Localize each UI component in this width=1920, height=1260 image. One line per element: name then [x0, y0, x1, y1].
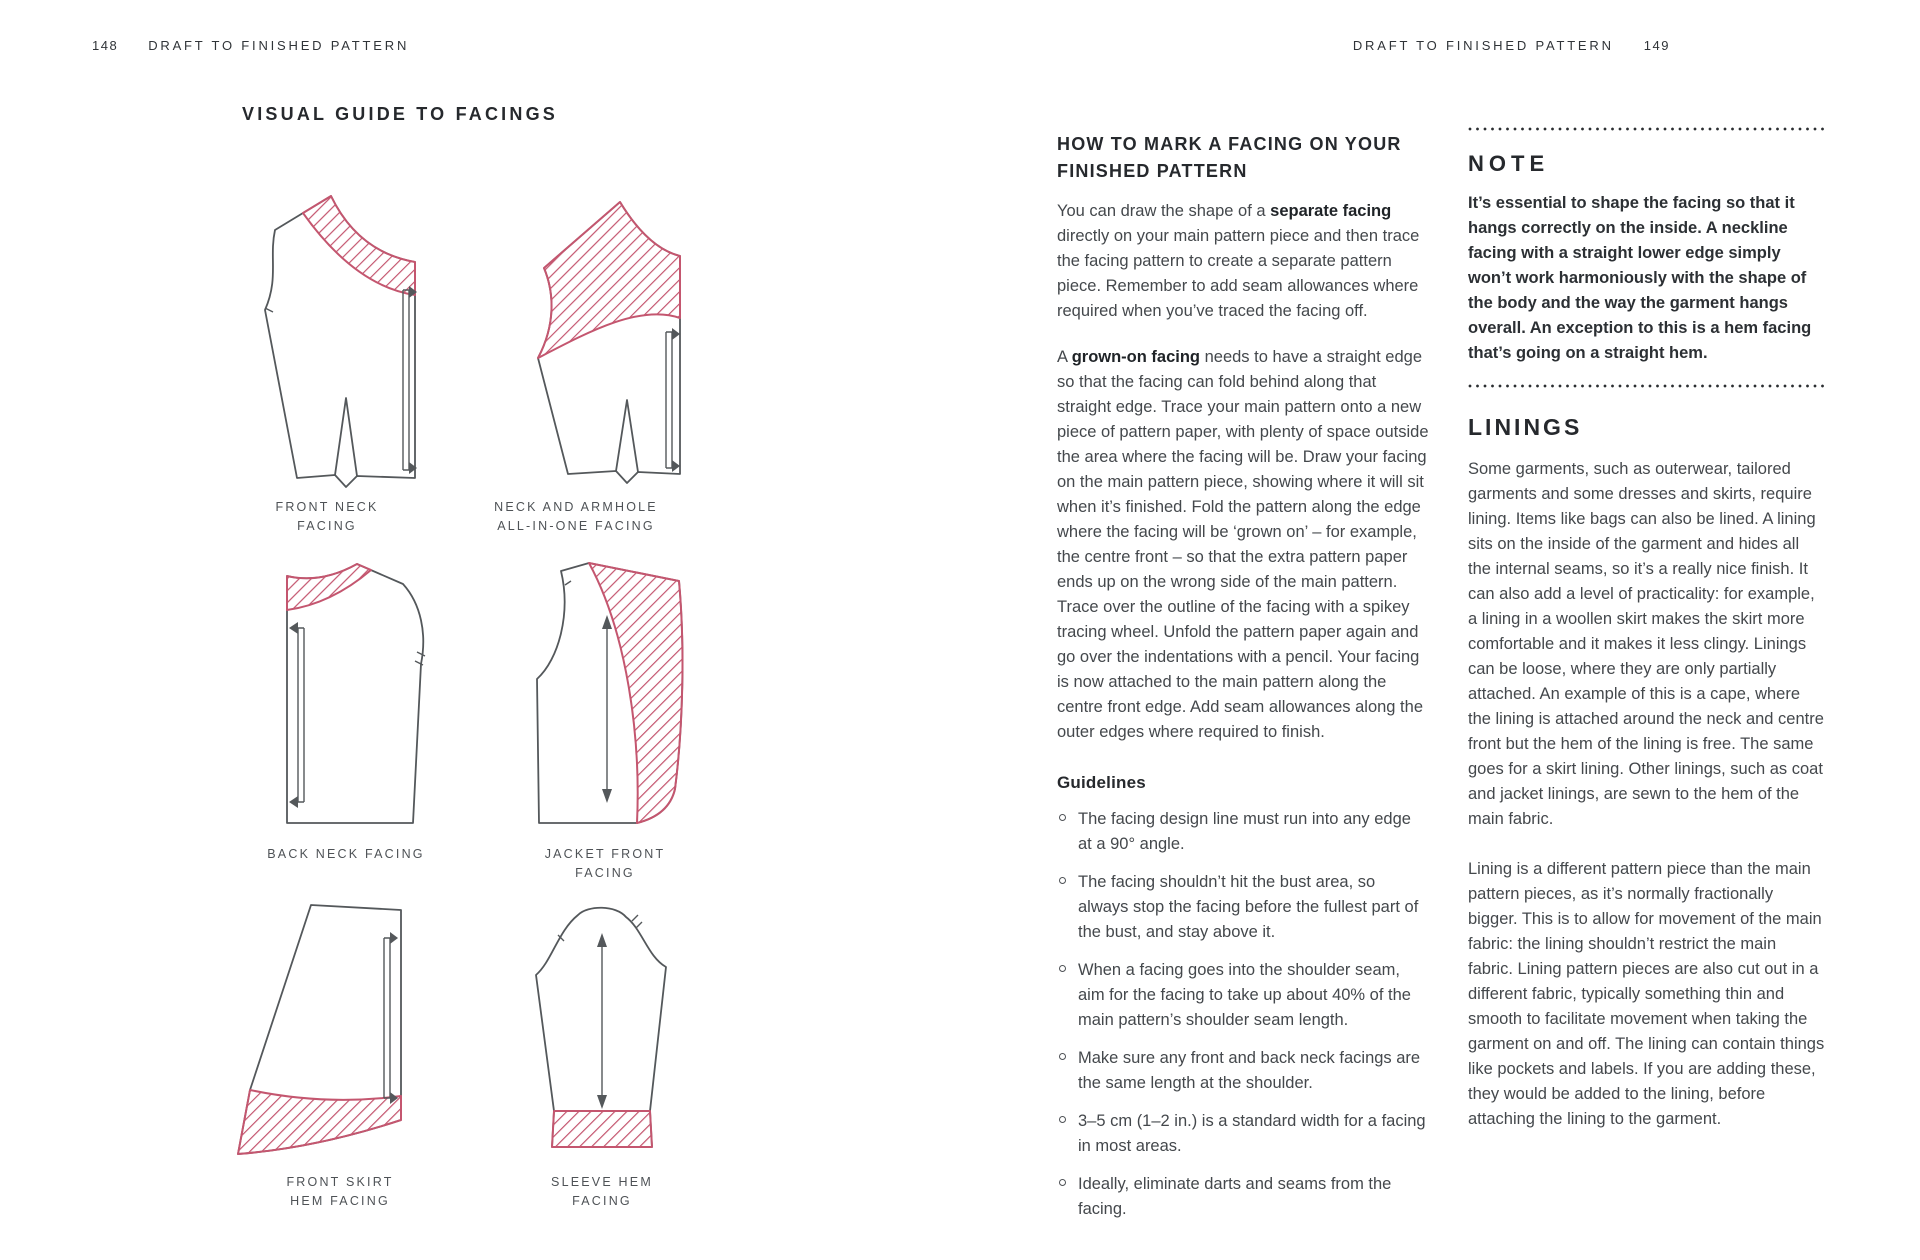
- running-head-left-text: DRAFT TO FINISHED PATTERN: [148, 38, 410, 53]
- grainline-arrow-top: [289, 622, 298, 634]
- grainline-arrow-bottom: [602, 789, 612, 803]
- dart-lines: [616, 400, 638, 472]
- grainline-arrow-top: [390, 932, 398, 944]
- diagram-caption: [502, 1173, 702, 1211]
- paragraph-text: A: [1057, 348, 1072, 366]
- sleeve-hem-facing-svg: [528, 897, 676, 1165]
- page-title: VISUAL GUIDE TO FACINGS: [242, 104, 558, 124]
- grainline-arrow-bottom: [289, 796, 298, 808]
- dotted-divider-bottom: [1468, 384, 1825, 388]
- front-neck-facing-diagram: [253, 190, 423, 492]
- guideline-text: Ideally, eliminate darts and seams from the facing.: [1078, 1175, 1392, 1218]
- front-neck-facing-svg: [253, 190, 423, 492]
- armhole-notch: [265, 308, 273, 312]
- grainline-arrow-top: [597, 933, 607, 947]
- dart-lines: [335, 398, 357, 476]
- grainline: [666, 332, 672, 468]
- jacket-front-facing-svg: [519, 557, 687, 835]
- guideline-text: When a facing goes into the shoulder seam, aim for the facing to take up about 40% of the main pattern’s shoulder seam length.: [1078, 961, 1411, 1029]
- caption-line: FRONT NECK: [275, 500, 379, 514]
- caption-line: SLEEVE HEM: [551, 1175, 653, 1189]
- guideline-item: [1057, 958, 1429, 1033]
- sleeve-hem-facing-diagram: [528, 897, 676, 1165]
- guideline-item: [1057, 807, 1429, 857]
- diagram-caption: [240, 1173, 440, 1211]
- caption-line: FRONT SKIRT: [286, 1175, 394, 1189]
- caption-line: FACING: [575, 865, 635, 880]
- guideline-item: [1057, 1046, 1429, 1096]
- bullet-icon: [1059, 1053, 1066, 1060]
- grainline-arrow-top: [602, 615, 612, 629]
- paragraph-text: needs to have a straight edge so that the facing can fold behind along that straight edge. Trace your main pattern onto a new piece of pattern paper, with plenty of space outside the area where the facing will be. Draw your facing on the main pattern piece, showing where it will sit when it’s finished. Fold the pattern along the edge where the facing will be ‘grown on’ – for example, the centre front – so that the extra pattern paper ends up on the wrong side of the main pattern. Trace over the outline of the facing with a spikey tracing wheel. Unfold the pattern paper again and go over the indentations with a pencil. Your facing is now attached to the main pattern along the centre front edge. Add seam allowances along the outer edges where required to finish.: [1057, 348, 1429, 741]
- caption-line: ALL-IN-ONE FACING: [497, 518, 655, 533]
- diagram-caption: [246, 845, 446, 864]
- bold-term: separate facing: [1270, 202, 1392, 220]
- note-heading: NOTE: [1468, 151, 1550, 176]
- facing-hatch: [287, 564, 371, 610]
- diagram-caption: [476, 498, 676, 536]
- running-head-right-text: DRAFT TO FINISHED PATTERN: [1352, 38, 1614, 53]
- caption-line: NECK AND ARMHOLE: [494, 500, 658, 514]
- guideline-text: Make sure any front and back neck facings are the same length at the shoulder.: [1078, 1049, 1421, 1092]
- grainline-arrow-bottom: [597, 1095, 607, 1109]
- note-body: It’s essential to shape the facing so that it hangs correctly on the inside. A neckline facing with a straight lower edge simply won’t work harmoniously with the shape of the body and the way the garment hangs overall. An exception to this is a hem facing that’s going on a straight hem.: [1468, 194, 1812, 362]
- page-number-right: 149: [1643, 38, 1670, 53]
- how-to-paragraph-1: [1057, 199, 1429, 324]
- page-number-left: 148: [92, 38, 119, 53]
- caption-line: HEM FACING: [290, 1193, 390, 1208]
- bullet-icon: [1059, 814, 1066, 821]
- running-head-left: [92, 38, 409, 53]
- paragraph-text: You can draw the shape of a: [1057, 202, 1271, 220]
- back-neck-facing-diagram: [281, 560, 429, 825]
- dotted-divider-top: [1468, 127, 1825, 131]
- how-to-paragraph-2: [1057, 345, 1429, 745]
- bullet-icon: [1059, 877, 1066, 884]
- armhole-notch: [415, 652, 425, 665]
- how-to-heading: HOW TO MARK A FACING ON YOUR FINISHED PATTERN: [1057, 134, 1402, 181]
- diagram-caption: [227, 498, 427, 536]
- grainline: [384, 938, 390, 1098]
- diagram-caption: [505, 845, 705, 883]
- caption-line: JACKET FRONT: [544, 847, 666, 861]
- paragraph-text: directly on your main pattern piece and then trace the facing pattern to create a separate pattern piece. Remember to add seam allowances where required when you’ve traced the facing off.: [1057, 227, 1420, 320]
- guideline-item: [1057, 1172, 1429, 1222]
- front-skirt-hem-facing-diagram: [236, 900, 406, 1168]
- guideline-text: 3–5 cm (1–2 in.) is a standard width for a facing in most areas.: [1078, 1112, 1426, 1155]
- guideline-text: The facing design line must run into any edge at a 90° angle.: [1078, 810, 1411, 853]
- linings-paragraph-1: Some garments, such as outerwear, tailored garments and some dresses and skirts, require lining. Items like bags can also be lined. A lining sits on the inside of the garment and hides all the internal seams, so it’s a really nice finish. It can also add a level of practicality: for example, a lining in a woollen skirt makes the skirt more comfortable and it makes it less clingy. Linings can be loose, where they are only partially attached. An example of this is a cape, where the lining is attached around the neck and centre front but the hem of the lining is free. The same goes for a skirt lining. Other linings, such as coat and jacket linings, are sewn to the hem of the main fabric.: [1468, 460, 1824, 828]
- guideline-item: [1057, 1109, 1429, 1159]
- grainline: [403, 290, 409, 470]
- grainline-arrow-top: [672, 328, 680, 340]
- facing-hatch: [589, 563, 682, 823]
- guidelines-heading: Guidelines: [1057, 773, 1146, 792]
- bullet-icon: [1059, 1179, 1066, 1186]
- bold-term: grown-on facing: [1071, 348, 1201, 366]
- facing-hatch: [538, 202, 680, 358]
- facing-hatch: [238, 1090, 401, 1154]
- shoulder-notch: [565, 581, 571, 585]
- running-head-right: [1240, 38, 1670, 53]
- facing-hatch: [303, 196, 415, 295]
- guideline-text: The facing shouldn’t hit the bust area, so always stop the facing before the fullest part of the bust, and stay above it.: [1078, 873, 1419, 941]
- jacket-front-facing-diagram: [519, 557, 687, 835]
- bullet-icon: [1059, 965, 1066, 972]
- caption-line: FACING: [297, 518, 357, 533]
- caption-line: BACK NECK FACING: [267, 847, 425, 861]
- bullet-icon: [1059, 1116, 1066, 1123]
- grainline: [298, 628, 304, 802]
- note-and-linings-column: [1468, 127, 1825, 1157]
- grainline-arrow-bottom: [672, 460, 680, 472]
- neck-armhole-facing-svg: [528, 190, 692, 492]
- neck-armhole-all-in-one-facing-diagram: [528, 190, 692, 492]
- front-skirt-hem-facing-svg: [236, 900, 406, 1168]
- back-neck-facing-svg: [281, 560, 429, 825]
- guidelines-list: [1057, 807, 1429, 1222]
- linings-heading: LININGS: [1468, 414, 1583, 440]
- guideline-item: [1057, 870, 1429, 945]
- how-to-section: [1057, 131, 1429, 1235]
- facing-hatch: [552, 1111, 652, 1147]
- linings-paragraph-2: Lining is a different pattern piece than the main pattern pieces, as it’s normally fractionally bigger. This is to allow for movement of the main fabric: the lining shouldn’t restrict the main fabric. Lining pattern pieces are also cut out in a different fabric, typically something thin and smooth to facilitate movement when taking the garment on and off. The lining can contain things like pockets and labels. If you are adding these, they would be added to the lining, before attaching the lining to the garment.: [1468, 860, 1825, 1128]
- caption-line: FACING: [572, 1193, 632, 1208]
